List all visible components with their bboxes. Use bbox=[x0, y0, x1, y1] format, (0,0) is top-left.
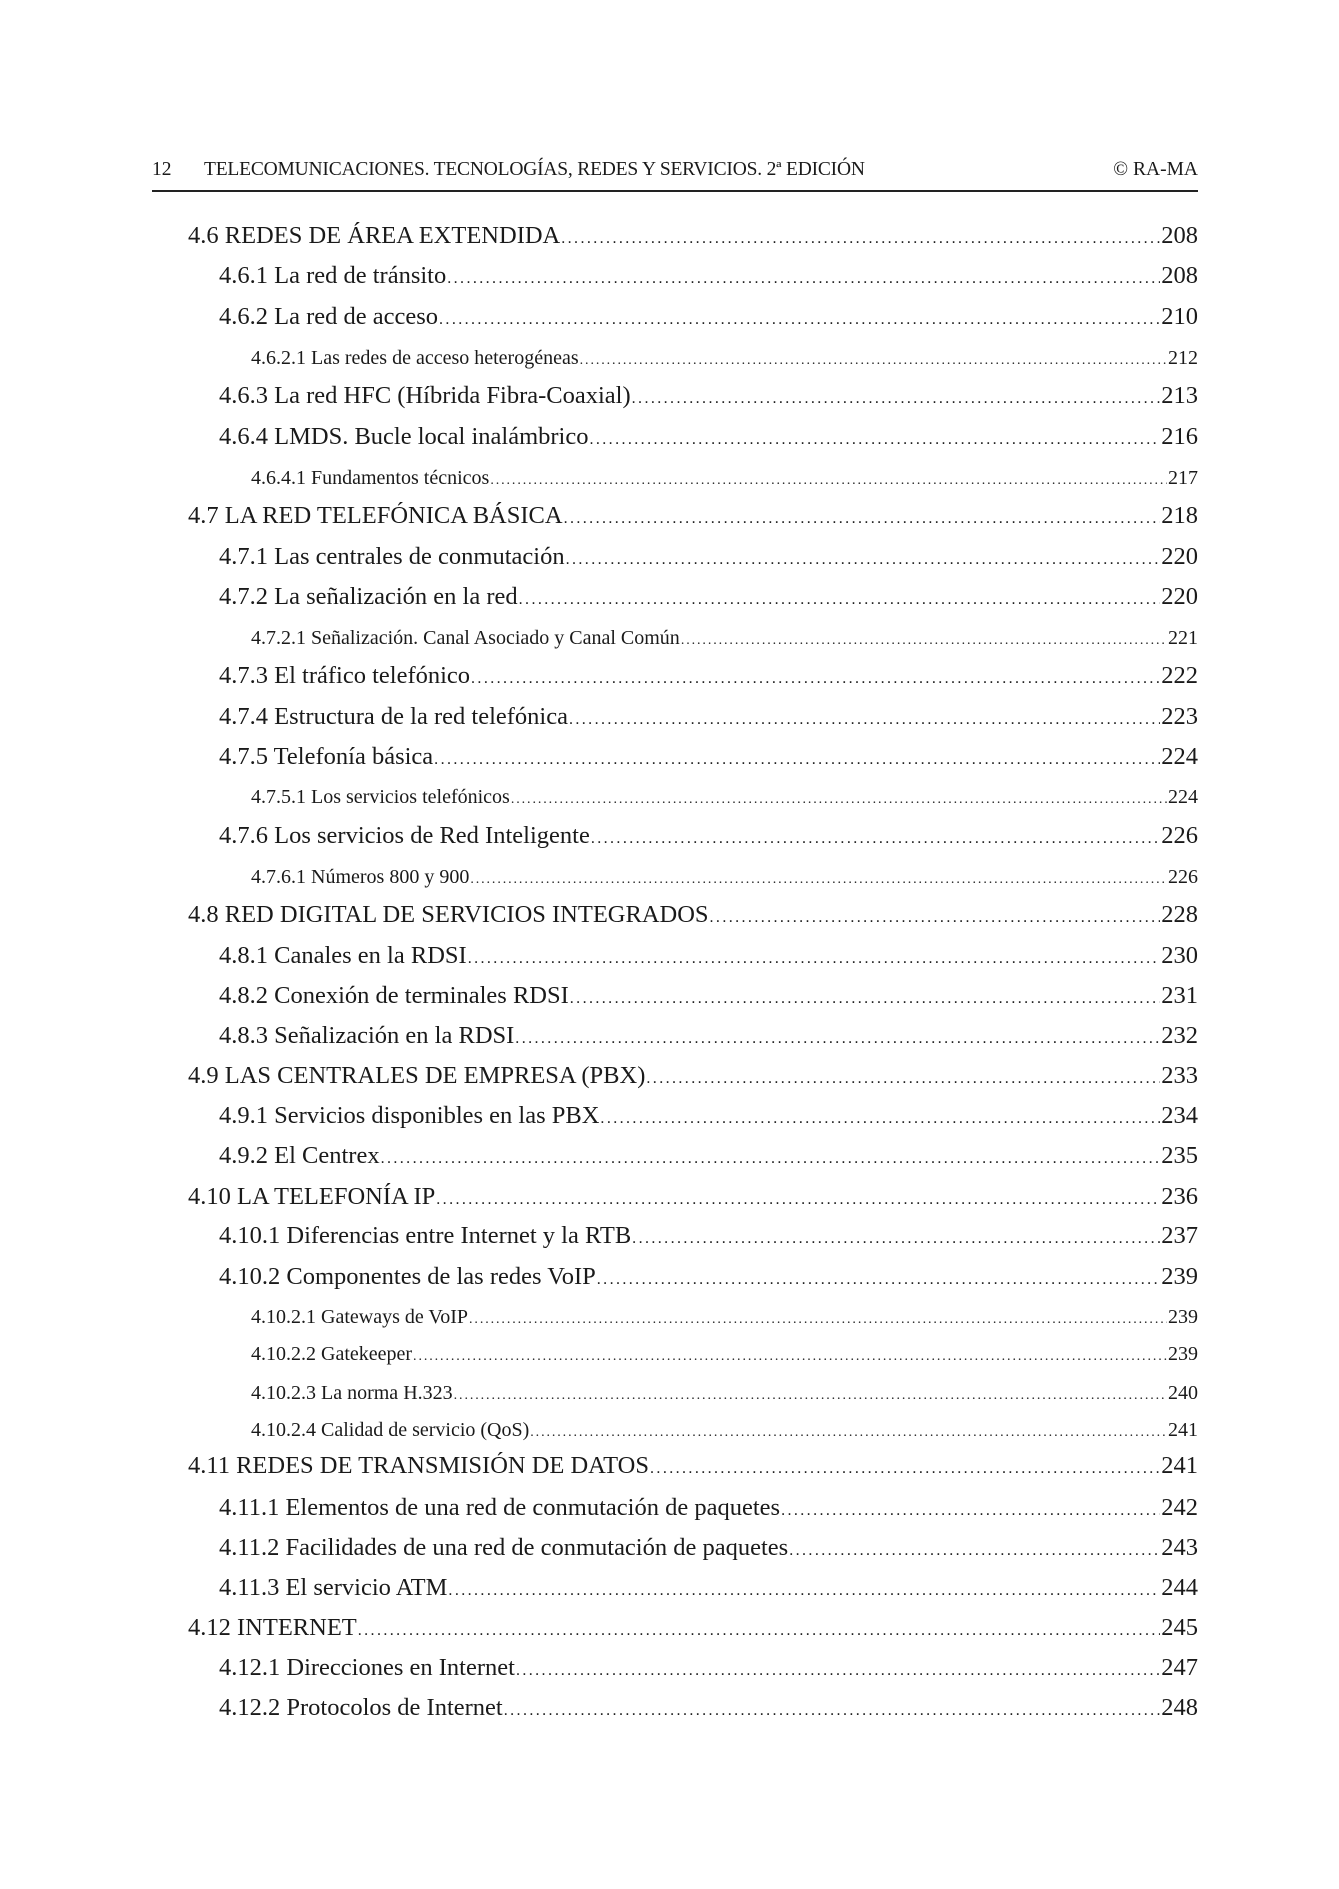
toc-entry bbox=[188, 901, 1198, 935]
dot-leader bbox=[566, 543, 1161, 571]
toc-entry-page: 239 bbox=[1168, 1306, 1198, 1328]
toc-entry-page: 212 bbox=[1168, 347, 1198, 369]
dot-leader bbox=[591, 822, 1160, 850]
toc-entry bbox=[251, 347, 1198, 377]
toc-entry bbox=[219, 303, 1198, 337]
toc-entry bbox=[219, 1102, 1198, 1136]
toc-entry-page: 230 bbox=[1161, 942, 1198, 969]
toc-entry-title: 4.6.4.1 Fundamentos técnicos bbox=[251, 467, 490, 489]
toc-entry bbox=[219, 423, 1198, 457]
toc-entry-page: 237 bbox=[1161, 1222, 1198, 1249]
toc-entry-title: 4.11.3 El servicio ATM bbox=[219, 1574, 448, 1601]
toc-entry-title: 4.7.6.1 Números 800 y 900 bbox=[251, 866, 470, 888]
dot-leader bbox=[597, 1263, 1160, 1291]
toc-entry-page: 221 bbox=[1168, 627, 1198, 649]
toc-entry-page: 242 bbox=[1161, 1494, 1198, 1521]
toc-entry bbox=[219, 262, 1198, 296]
toc-entry-page: 224 bbox=[1168, 786, 1198, 808]
dot-leader bbox=[789, 1534, 1160, 1562]
toc-entry bbox=[188, 222, 1198, 256]
toc-entry-page: 245 bbox=[1161, 1614, 1198, 1641]
dot-leader bbox=[454, 1382, 1167, 1405]
toc-entry-title: 4.6.1 La red de tránsito bbox=[219, 262, 447, 289]
toc-entry bbox=[219, 982, 1198, 1016]
dot-leader bbox=[589, 423, 1160, 451]
toc-entry bbox=[219, 1142, 1198, 1176]
toc-entry bbox=[188, 1183, 1198, 1217]
toc-entry bbox=[188, 502, 1198, 536]
dot-leader bbox=[381, 1142, 1161, 1170]
toc-entry bbox=[251, 866, 1198, 896]
toc-entry bbox=[219, 1022, 1198, 1056]
toc-entry-title: 4.6.3 La red HFC (Híbrida Fibra-Coaxial) bbox=[219, 382, 631, 409]
toc-entry-page: 228 bbox=[1161, 901, 1198, 928]
toc-entry-title: 4.10.2.2 Gatekeeper bbox=[251, 1343, 413, 1365]
toc-entry-page: 234 bbox=[1161, 1102, 1198, 1129]
dot-leader bbox=[470, 866, 1167, 889]
toc-entry-title: 4.7.3 El tráfico telefónico bbox=[219, 662, 471, 689]
toc-entry-title: 4.12 INTERNET bbox=[188, 1614, 357, 1641]
toc-entry-title: 4.8.1 Canales en la RDSI bbox=[219, 942, 467, 969]
dot-leader bbox=[358, 1614, 1161, 1642]
toc-entry bbox=[251, 1343, 1198, 1373]
toc-entry bbox=[251, 467, 1198, 497]
toc-entry-page: 233 bbox=[1161, 1062, 1198, 1089]
toc-entry-title: 4.10.1 Diferencias entre Internet y la RTB bbox=[219, 1222, 632, 1249]
dot-leader bbox=[650, 1452, 1160, 1480]
dot-leader bbox=[580, 347, 1167, 370]
dot-leader bbox=[561, 222, 1160, 250]
toc-entry-title: 4.12.1 Direcciones en Internet bbox=[219, 1654, 515, 1681]
toc-entry-page: 232 bbox=[1161, 1022, 1198, 1049]
toc-entry-title: 4.8.2 Conexión de terminales RDSI bbox=[219, 982, 569, 1009]
toc-entry-page: 241 bbox=[1168, 1419, 1198, 1441]
toc-entry bbox=[219, 1574, 1198, 1608]
toc-entry bbox=[219, 662, 1198, 696]
toc-entry-page: 231 bbox=[1161, 982, 1198, 1009]
toc-entry-title: 4.11.2 Facilidades de una red de conmutación de paquetes bbox=[219, 1534, 789, 1561]
toc-entry-page: 220 bbox=[1161, 543, 1198, 570]
toc-entry-page: 217 bbox=[1168, 467, 1198, 489]
toc-entry-title: 4.10.2.3 La norma H.323 bbox=[251, 1382, 453, 1404]
dot-leader bbox=[504, 1694, 1161, 1722]
page-number: 12 bbox=[152, 159, 172, 180]
toc-entry bbox=[188, 1452, 1198, 1486]
toc-entry-page: 223 bbox=[1161, 703, 1198, 730]
toc-entry-page: 248 bbox=[1161, 1694, 1198, 1721]
toc-entry-title: 4.6.2 La red de acceso bbox=[219, 303, 439, 330]
toc-entry bbox=[219, 1494, 1198, 1528]
dot-leader bbox=[569, 703, 1160, 731]
toc-entry-page: 243 bbox=[1161, 1534, 1198, 1561]
dot-leader bbox=[632, 1222, 1160, 1250]
toc-entry-page: 208 bbox=[1161, 222, 1198, 249]
toc-entry-title: 4.10.2.1 Gateways de VoIP bbox=[251, 1306, 469, 1328]
toc-entry bbox=[219, 1694, 1198, 1728]
toc-entry bbox=[219, 382, 1198, 416]
dot-leader bbox=[516, 1654, 1160, 1682]
toc-entry bbox=[251, 1419, 1198, 1449]
toc-entry-title: 4.7.2.1 Señalización. Canal Asociado y Canal Común bbox=[251, 627, 680, 649]
toc-entry-title: 4.6.2.1 Las redes de acceso heterogéneas bbox=[251, 347, 579, 369]
toc-entry-title: 4.11.1 Elementos de una red de conmutación de paquetes bbox=[219, 1494, 781, 1521]
dot-leader bbox=[781, 1494, 1160, 1522]
toc-entry bbox=[188, 1614, 1198, 1648]
dot-leader bbox=[600, 1102, 1160, 1130]
toc-entry-page: 239 bbox=[1161, 1263, 1198, 1290]
toc-entry bbox=[219, 822, 1198, 856]
toc-entry-page: 244 bbox=[1161, 1574, 1198, 1601]
toc-entry-title: 4.9.1 Servicios disponibles en las PBX bbox=[219, 1102, 600, 1129]
toc-entry bbox=[219, 543, 1198, 577]
toc-entry-page: 240 bbox=[1168, 1382, 1198, 1404]
dot-leader bbox=[681, 627, 1167, 650]
running-title: TELECOMUNICACIONES. TECNOLOGÍAS, REDES Y SERVICIOS. 2ª EDICIÓN bbox=[204, 159, 865, 180]
dot-leader bbox=[471, 662, 1160, 690]
toc-entry-page: 247 bbox=[1161, 1654, 1198, 1681]
toc-entry-title: 4.9.2 El Centrex bbox=[219, 1142, 380, 1169]
toc-entry bbox=[219, 942, 1198, 976]
toc-entry bbox=[219, 703, 1198, 737]
toc-entry-page: 220 bbox=[1161, 583, 1198, 610]
dot-leader bbox=[519, 583, 1161, 611]
toc-entry-page: 241 bbox=[1161, 1452, 1198, 1479]
toc-entry-page: 222 bbox=[1161, 662, 1198, 689]
dot-leader bbox=[530, 1419, 1167, 1442]
toc-entry-title: 4.11 REDES DE TRANSMISIÓN DE DATOS bbox=[188, 1452, 650, 1479]
toc-entry bbox=[219, 743, 1198, 777]
toc-entry-page: 213 bbox=[1161, 382, 1198, 409]
toc-entry-page: 236 bbox=[1161, 1183, 1198, 1210]
toc-entry-title: 4.10.2 Componentes de las redes VoIP bbox=[219, 1263, 596, 1290]
toc-entry-title: 4.10.2.4 Calidad de servicio (QoS) bbox=[251, 1419, 530, 1441]
toc-entry-page: 224 bbox=[1161, 743, 1198, 770]
dot-leader bbox=[448, 1574, 1160, 1602]
dot-leader bbox=[469, 1306, 1167, 1329]
dot-leader bbox=[490, 467, 1167, 490]
toc-entry bbox=[251, 786, 1198, 816]
dot-leader bbox=[515, 1022, 1160, 1050]
toc-entry-title: 4.7.4 Estructura de la red telefónica bbox=[219, 703, 568, 730]
dot-leader bbox=[564, 502, 1161, 530]
toc-entry-title: 4.8.3 Señalización en la RDSI bbox=[219, 1022, 515, 1049]
dot-leader bbox=[710, 901, 1161, 929]
toc-entry-page: 208 bbox=[1161, 262, 1198, 289]
toc-entry-page: 239 bbox=[1168, 1343, 1198, 1365]
dot-leader bbox=[436, 1183, 1160, 1211]
toc-entry bbox=[251, 1382, 1198, 1412]
toc-entry-title: 4.7.2 La señalización en la red bbox=[219, 583, 518, 610]
dot-leader bbox=[646, 1062, 1160, 1090]
toc-entry-page: 216 bbox=[1161, 423, 1198, 450]
toc-entry-title: 4.7.5 Telefonía básica bbox=[219, 743, 434, 770]
toc-entry bbox=[251, 1306, 1198, 1336]
toc-entry-title: 4.7.5.1 Los servicios telefónicos bbox=[251, 786, 510, 808]
publisher-mark: © RA-MA bbox=[1113, 159, 1198, 180]
toc-entry-page: 218 bbox=[1161, 502, 1198, 529]
dot-leader bbox=[439, 303, 1160, 331]
dot-leader bbox=[413, 1343, 1167, 1366]
toc-entry-title: 4.10 LA TELEFONÍA IP bbox=[188, 1183, 436, 1210]
toc-entry-title: 4.9 LAS CENTRALES DE EMPRESA (PBX) bbox=[188, 1062, 646, 1089]
toc-entry bbox=[219, 1534, 1198, 1568]
toc-entry-page: 235 bbox=[1161, 1142, 1198, 1169]
dot-leader bbox=[447, 262, 1160, 290]
toc-entry-page: 210 bbox=[1161, 303, 1198, 330]
dot-leader bbox=[468, 942, 1161, 970]
toc-entry bbox=[219, 1263, 1198, 1297]
dot-leader bbox=[632, 382, 1161, 410]
toc-entry bbox=[219, 583, 1198, 617]
toc-entry-title: 4.8 RED DIGITAL DE SERVICIOS INTEGRADOS bbox=[188, 901, 709, 928]
toc-entry-page: 226 bbox=[1168, 866, 1198, 888]
toc-entry-title: 4.12.2 Protocolos de Internet bbox=[219, 1694, 503, 1721]
toc-entry bbox=[251, 627, 1198, 657]
dot-leader bbox=[511, 786, 1167, 809]
dot-leader bbox=[434, 743, 1160, 771]
toc-entry-title: 4.6 REDES DE ÁREA EXTENDIDA bbox=[188, 222, 561, 249]
toc-entry-page: 226 bbox=[1161, 822, 1198, 849]
toc-entry bbox=[219, 1654, 1198, 1688]
toc-entry-title: 4.7 LA RED TELEFÓNICA BÁSICA bbox=[188, 502, 563, 529]
toc-entry-title: 4.7.1 Las centrales de conmutación bbox=[219, 543, 565, 570]
dot-leader bbox=[570, 982, 1160, 1010]
toc-entry bbox=[188, 1062, 1198, 1096]
toc-entry-title: 4.6.4 LMDS. Bucle local inalámbrico bbox=[219, 423, 589, 450]
toc-entry bbox=[219, 1222, 1198, 1256]
toc-entry-title: 4.7.6 Los servicios de Red Inteligente bbox=[219, 822, 590, 849]
